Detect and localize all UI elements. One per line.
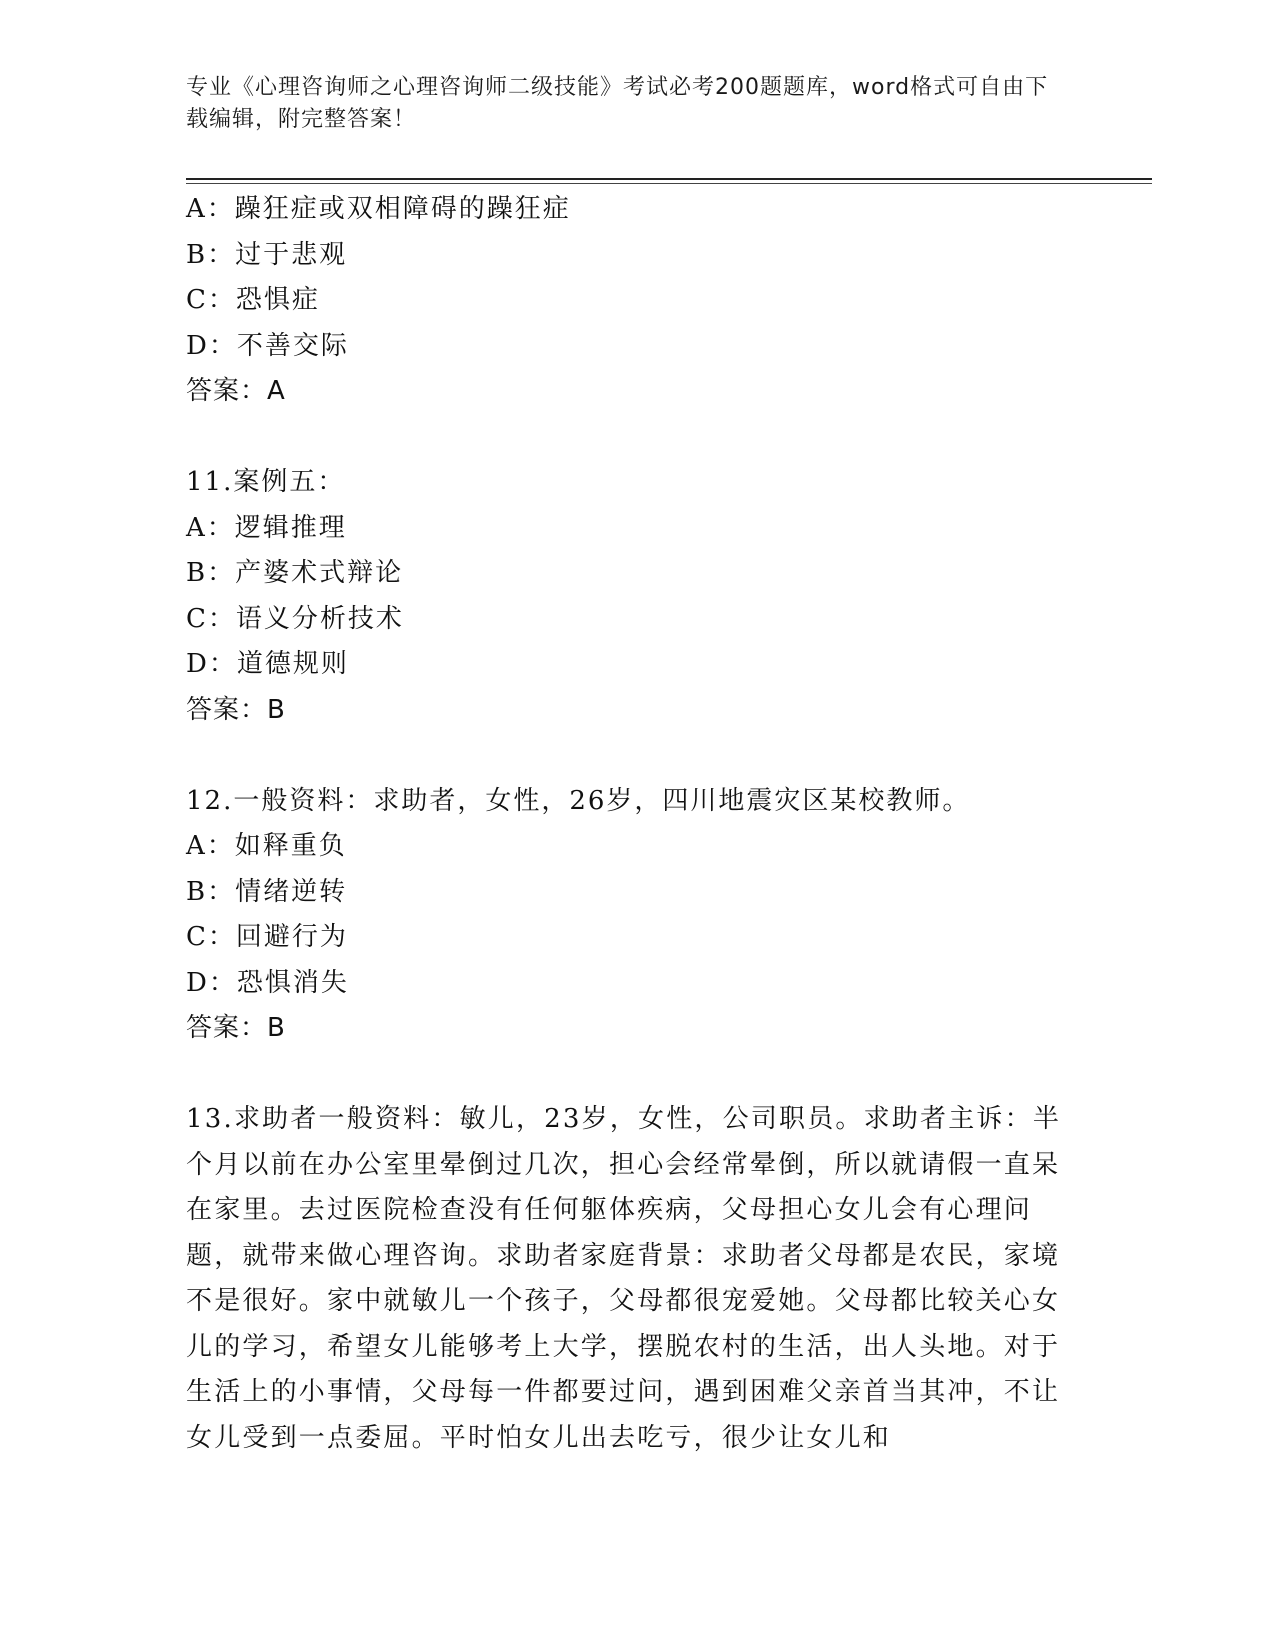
option-d: D：不善交际 bbox=[186, 330, 349, 361]
answer-line: 答案：B bbox=[186, 1013, 286, 1043]
option-c: C：恐惧症 bbox=[186, 285, 320, 315]
document-body bbox=[186, 187, 1086, 1461]
document-header: 专业《心理咨询师之心理咨询师二级技能》考试必考200题题库，word格式可自由下载编辑，附完整答案！ bbox=[186, 75, 1049, 132]
option-d: D：道德规则 bbox=[186, 649, 349, 679]
spacer bbox=[186, 733, 1086, 779]
option-a: A：逻辑推理 bbox=[186, 512, 347, 543]
header-rule-thin bbox=[186, 183, 1152, 184]
spacer bbox=[186, 415, 1086, 461]
answer-line: 答案：A bbox=[186, 376, 286, 406]
question-10-block bbox=[186, 187, 1086, 415]
header-rule-thick bbox=[186, 178, 1152, 180]
question-text: 13.求助者一般资料：敏儿，23岁，女性，公司职员。求助者主诉：半个月以前在办公室里晕倒过几次，担心会经常晕倒，所以就请假一直呆在家里。去过医院检查没有任何躯体疾病，父母担心女儿会有心理问题，就带来做心理咨询。求助者家庭背景：求助者父母都是农民，家境不是很好。家中就敏儿一个孩子，父母都很宠爱她。父母都比较关心女儿的学习，希望女儿能够考上大学，摆脱农村的生活，出人头地。对于生活上的小事情，父母每一件都要过问，遇到困难父亲首当其冲，不让女儿受到一点委屈。平时怕女儿出去吃亏，很少让女儿和 bbox=[186, 1104, 1062, 1453]
option-b: B：过于悲观 bbox=[186, 239, 348, 270]
question-13-block bbox=[186, 1097, 1086, 1461]
option-c: C：回避行为 bbox=[186, 922, 348, 952]
option-a: A：如释重负 bbox=[186, 831, 347, 861]
answer-line: 答案：B bbox=[186, 694, 286, 725]
option-c: C：语义分析技术 bbox=[186, 603, 404, 634]
option-d: D：恐惧消失 bbox=[186, 967, 349, 998]
option-b: B：情绪逆转 bbox=[186, 876, 348, 907]
option-b: B：产婆术式辩论 bbox=[186, 558, 404, 588]
question-text: 12.一般资料：求助者，女性，26岁，四川地震灾区某校教师。 bbox=[186, 785, 971, 816]
question-12-block bbox=[186, 779, 1086, 1052]
option-a: A：躁狂症或双相障碍的躁狂症 bbox=[186, 194, 571, 224]
question-11-block bbox=[186, 460, 1086, 733]
question-text: 11.案例五： bbox=[186, 467, 346, 497]
spacer bbox=[186, 1052, 1086, 1098]
